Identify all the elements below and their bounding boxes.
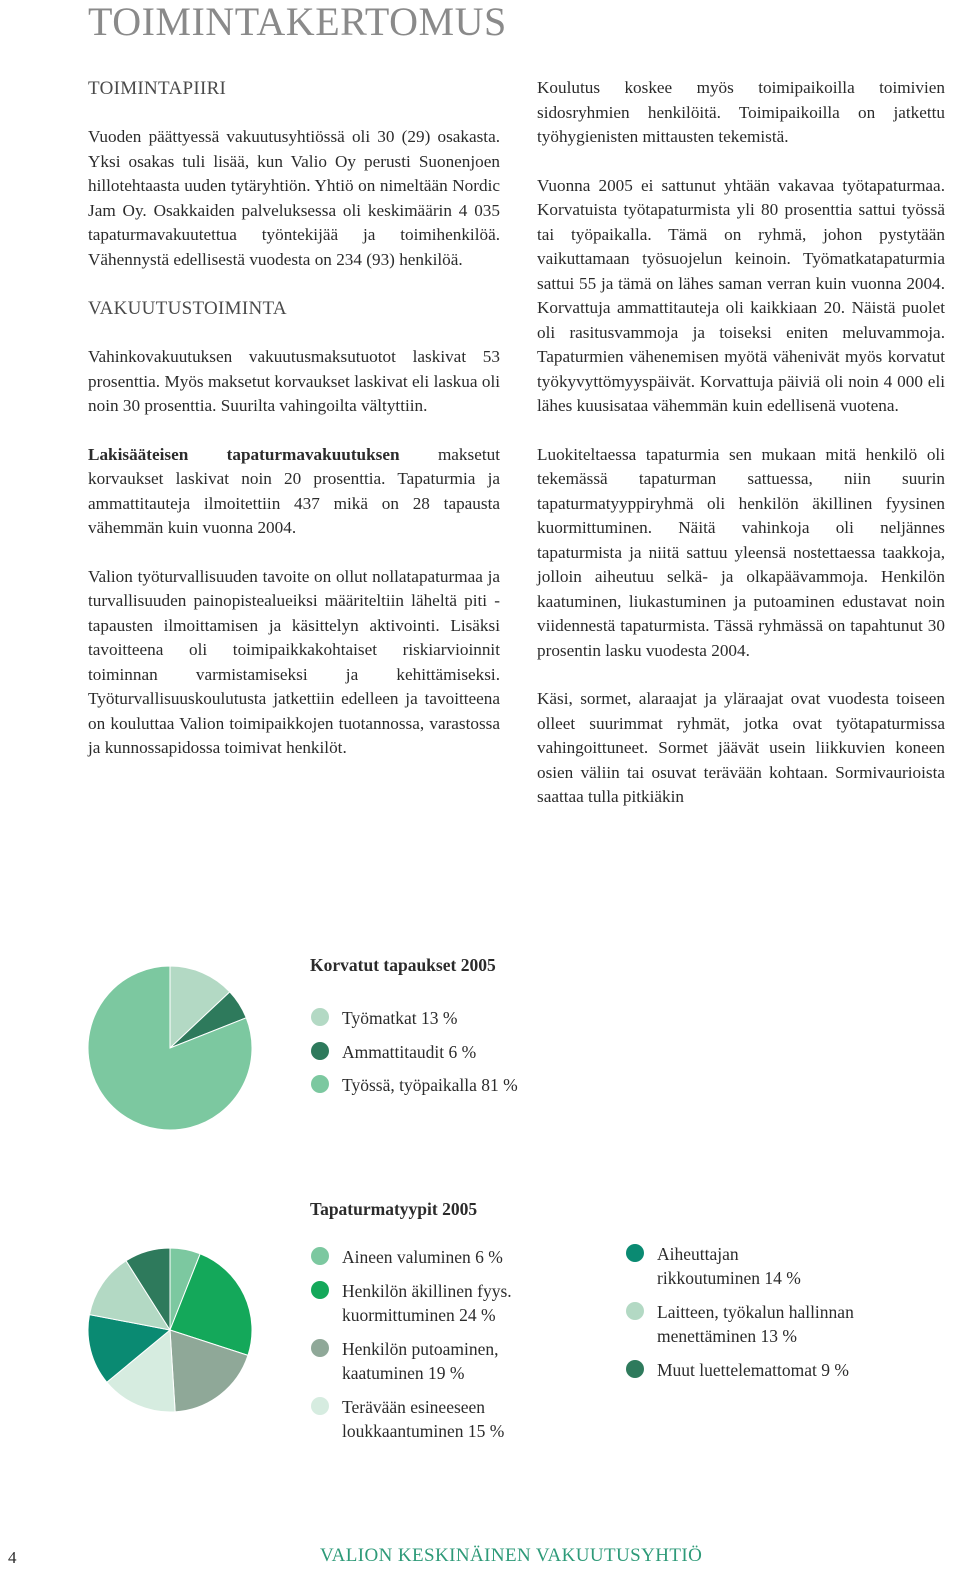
right-column — [537, 76, 945, 810]
page-title: TOIMINTAKERTOMUS — [88, 0, 507, 44]
legend-label: Laitteen, työkalun hallinnan menettäminen 13 % — [657, 1302, 854, 1346]
legend-label: Henkilön putoaminen, kaatuminen 19 % — [342, 1339, 499, 1383]
paragraph: Valion työturvallisuuden tavoite on ollut nollatapaturmaa ja turvallisuuden painopistealueiksi määriteltiin läheltä piti -tapausten ilmoittamisen ja käsittelyn aktivointi. Lisäksi tavoitteena oli toimipaikkakohtaiset riskiarvioinnit toiminnan varmistamiseksi ja kehittämiseksi. Työturvallisuuskoulutusta jatkettiin edelleen ja tavoitteena on kouluttaa Valion toimipaikkojen tuotannossa, varastossa ja kunnossapidossa toimivat henkilöt. — [88, 566, 500, 757]
legend-swatch-icon — [311, 1281, 329, 1299]
legend-label: Henkilön äkillinen fyys. kuormittuminen 24 % — [342, 1281, 512, 1325]
chart-title-tapaturmatyypit: Tapaturmatyypit 2005 — [310, 1199, 478, 1219]
paragraph: Vuoden päättyessä vakuutusyhtiössä oli 30 (29) osakasta. Yksi osakas tuli lisää, kun Valio Oy perusti Suonenjoen hillotehtaasta uuden tytäryhtiön. Yhtiö on nimeltään Nordic Jam Oy. Osakkaiden palveluksessa oli keskimäärin 4 035 tapaturmavakuutettua työntekijää ja toimihenkilöä. Vähennystä edellisestä vuodesta on 234 (93) henkilöä. — [88, 127, 500, 269]
pie-chart-tapaturmatyypit — [88, 1248, 258, 1418]
paragraph: Koulutus koskee myös toimipaikoilla toimivien sidosryhmien henkilöitä. Toimipaikoilla on jatkettu työhygienisten mittausten tekemistä. — [537, 78, 945, 146]
section-heading-vakuutustoiminta: VAKUUTUSTOIMINTA — [88, 298, 287, 319]
legend-swatch-icon — [626, 1302, 644, 1320]
legend-label: Ammattitaudit 6 % — [342, 1042, 477, 1062]
legend-swatch-icon — [311, 1042, 329, 1060]
legend-label: Aiheuttajan rikkoutuminen 14 % — [657, 1244, 801, 1288]
legend-swatch-icon — [311, 1397, 329, 1415]
legend-swatch-icon — [311, 1008, 329, 1026]
paragraph: Vahinkovakuutuksen vakuutusmaksutuotot laskivat 53 prosenttia. Myös maksetut korvaukset laskivat eli laskua oli noin 30 prosenttia. Suurilta vahingoilta vältyttiin. — [88, 347, 500, 415]
paragraph: Vuonna 2005 ei sattunut yhtään vakavaa työtapaturmaa. Korvatuista työtapaturmista yli 80 prosenttia sattui työssä tai työpaikalla. Tämä on ryhmä, johon pystytään vaikuttamaan työsuojelun keinoin. Työmatkatapaturmia sattui 55 ja tämä on lähes saman verran kuin vuonna 2004. Korvattuja ammattitauteja oli kaikkiaan 20. Näistä puolet oli rasitusvammoja ja toiseksi eniten meluvammoja. Tapaturmien vähenemisen myötä vähenivät myös korvatut työkyvyttömyyspäivät. Korvattuja päiviä oli noin 4 000 eli lähes kuusisataa vähemmän kuin edellisenä vuotena. — [537, 175, 945, 415]
company-name: VALION KESKINÄINEN VAKUUTUSYHTIÖ — [320, 1545, 703, 1566]
bold-term: Lakisääteisen tapaturmavakuutuksen — [88, 444, 400, 464]
legend-label: Aineen valuminen 6 % — [342, 1247, 503, 1267]
left-column — [88, 76, 500, 761]
paragraph-text: maksetut korvaukset laskivat noin 20 prosenttia. Tapaturmia ja ammattitauteja ilmoitettiin 437 mikä on 28 tapausta vähemmän kuin vuonna 2004. — [88, 444, 500, 537]
page-number: 4 — [8, 1548, 17, 1567]
paragraph: Käsi, sormet, alaraajat ja yläraajat ovat vuodesta toiseen olleet suurimmat ryhmät, jotka ovat työtapaturmissa vahingoittuneet. Sormet jäävät usein liikkuvien koneen osien väliin tai osuvat terävään kohtaan. Sormivaurioista saattaa tulla pitkiäkin — [537, 689, 945, 806]
legend-label: Terävään esineeseen loukkaantuminen 15 % — [342, 1397, 505, 1441]
legend-swatch-icon — [311, 1339, 329, 1357]
legend-label: Työmatkat 13 % — [342, 1008, 458, 1028]
paragraph — [88, 443, 500, 541]
chart-title-korvatut: Korvatut tapaukset 2005 — [310, 955, 496, 975]
section-heading-toimintapiiri: TOIMINTAPIIRI — [88, 78, 227, 99]
paragraph: Luokiteltaessa tapaturmia sen mukaan mitä henkilö oli tekemässä tapaturman sattuessa, niin suurin tapaturmatyyppiryhmä oli henkilön äkillinen fyysinen kuormittuminen. Näitä vahinkoja oli neljännes tapaturmista ja niitä sattuu yleensä nostettaessa taakkoja, jolloin aiheutuu selkä- ja olkapäävammoja. Henkilön kaatuminen, liukastuminen ja putoaminen edustavat noin viidennestä tapaturmista. Tässä ryhmässä on tapahtunut 30 prosentin lasku vuodesta 2004. — [537, 444, 945, 660]
pie-chart-korvatut — [88, 966, 258, 1136]
legend-swatch-icon — [311, 1247, 329, 1265]
legend-swatch-icon — [626, 1360, 644, 1378]
legend-swatch-icon — [626, 1244, 644, 1262]
legend-swatch-icon — [311, 1075, 329, 1093]
legend-label: Muut luettelemattomat 9 % — [657, 1360, 849, 1380]
legend-label: Työssä, työpaikalla 81 % — [342, 1075, 518, 1095]
